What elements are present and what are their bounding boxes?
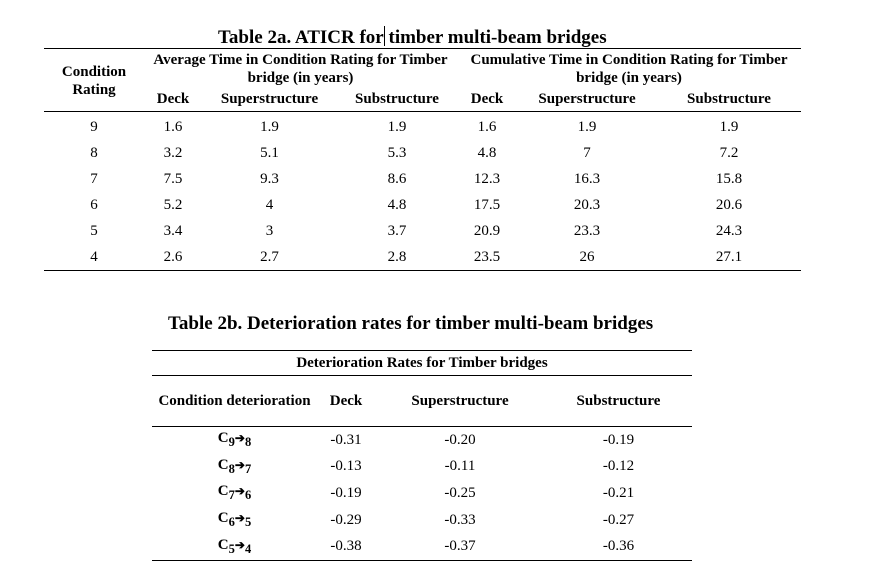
value-cell: 4 [265,196,274,213]
value-cell: 3 [265,222,274,239]
value-cell: 4.8 [477,144,497,161]
rate-cell: -0.13 [330,458,362,475]
table-row [44,218,801,244]
value-cell: 5.1 [260,144,279,161]
arrow-right-icon: ➔ [234,457,245,472]
value-cell: 7.2 [719,144,739,161]
value-cell: 1.9 [719,118,739,135]
rate-cell: -0.36 [602,538,635,555]
condition-rating-header: Condition Rating [44,49,144,112]
arrow-right-icon: ➔ [234,484,245,499]
value-cell: 3.2 [163,144,183,161]
rate-cell: -0.21 [602,484,635,501]
value-cell: 5.3 [387,144,407,161]
value-cell: 26 [579,248,595,265]
value-cell: 2.6 [163,248,183,265]
from-rating: 8 [228,461,235,476]
value-cell: 20.9 [473,222,501,239]
value-cell: 16.3 [573,170,601,187]
value-cell: 1.9 [260,118,279,135]
rating-cell: 5 [90,222,98,239]
value-cell: 23.3 [573,222,601,239]
to-rating: 4 [244,541,252,556]
cum-superstructure-header: Superstructure [517,87,657,112]
from-rating: 7 [228,488,235,503]
cum-deck-header: Deck [457,87,517,112]
rate-cell: -0.37 [444,538,476,555]
table-row [44,244,801,271]
rating-cell: 7 [90,170,98,187]
arrow-right-icon: ➔ [234,537,245,552]
value-cell: 20.6 [715,196,743,213]
value-cell: 3.7 [387,222,407,239]
rating-cell: 4 [90,248,98,265]
average-time-group-header: Average Time in Condition Rating for Timber bridge (in years) [153,52,448,86]
to-rating: 5 [244,515,252,530]
cum-substructure-header: Substructure [657,87,801,112]
value-cell: 17.5 [473,196,501,213]
deck-header: Deck [317,376,375,427]
value-cell: 1.6 [163,118,183,135]
condition-deterioration-header: Condition deterioration [152,376,317,427]
value-cell: 2.8 [387,248,407,265]
rate-cell: -0.19 [330,484,362,501]
from-rating: 9 [228,435,235,450]
rate-cell: -0.27 [602,511,635,528]
value-cell: 27.1 [715,248,743,265]
arrow-right-icon: ➔ [234,431,245,446]
table-row [44,166,801,192]
table-row [152,454,692,481]
value-cell: 9.3 [260,170,279,187]
value-cell: 20.3 [573,196,601,213]
table-row [44,140,801,166]
rate-cell: -0.19 [602,431,635,448]
table-2b-body [152,427,692,561]
rating-cell: 8 [90,144,98,161]
from-rating: 5 [228,541,235,556]
value-cell: 24.3 [715,222,743,239]
deterioration-rates-caption: Deterioration Rates for Timber bridges [152,351,692,376]
to-rating: 6 [244,488,252,503]
rating-cell: 6 [90,196,98,213]
transition-cell: $C_7➔_6$ [217,483,252,503]
from-rating: 6 [228,515,235,530]
table-row [152,507,692,534]
table-row [44,112,801,141]
avg-superstructure-header: Superstructure [202,87,337,112]
transition-cell: $C_5➔_4$ [217,536,252,556]
rate-cell: -0.12 [602,458,635,475]
rate-cell: -0.11 [444,458,476,475]
table-2a [44,48,801,271]
value-cell: 3.4 [163,222,183,239]
value-cell: 4.8 [387,196,407,213]
transition-cell: $C_9➔_8$ [217,430,252,450]
value-cell: 7 [583,144,591,161]
to-rating: 7 [244,461,252,476]
transition-cell: $C_8➔_7$ [217,456,252,476]
value-cell: 23.5 [473,248,501,265]
table-2b [152,350,692,561]
value-cell: 1.9 [577,118,597,135]
rate-cell: -0.25 [444,484,476,501]
table-row [152,480,692,507]
rate-cell: -0.29 [330,511,362,528]
avg-deck-header: Deck [144,87,202,112]
superstructure-header: Superstructure [375,376,545,427]
avg-substructure-header: Substructure [337,87,457,112]
value-cell: 12.3 [473,170,501,187]
table-row [44,192,801,218]
cumulative-time-group-header: Cumulative Time in Condition Rating for Timber bridge (in years) [470,52,788,86]
value-cell: 15.8 [715,170,743,187]
rate-cell: -0.31 [330,431,362,448]
table-2a-body [44,112,801,271]
value-cell: 8.6 [387,170,407,187]
table-2a-title-start: Table 2a. ATICR for [218,27,384,48]
table-row [152,427,692,454]
to-rating: 8 [244,435,252,450]
table-2b-title: Table 2b. Deterioration rates for timber multi-beam bridges [168,313,654,334]
value-cell: 1.6 [477,118,497,135]
table-row [152,533,692,560]
value-cell: 5.2 [163,196,183,213]
value-cell: 2.7 [260,248,279,265]
rate-cell: -0.33 [444,511,476,528]
rate-cell: -0.38 [330,538,362,555]
transition-cell: $C_6➔_5$ [217,510,252,530]
substructure-header: Substructure [545,376,692,427]
value-cell: 7.5 [163,170,183,187]
rating-cell: 9 [90,118,98,135]
value-cell: 1.9 [387,118,407,135]
arrow-right-icon: ➔ [234,511,245,526]
table-2a-title-end: timber multi-beam bridges [383,27,607,48]
rate-cell: -0.20 [444,431,476,448]
table-2a-title [218,26,607,49]
